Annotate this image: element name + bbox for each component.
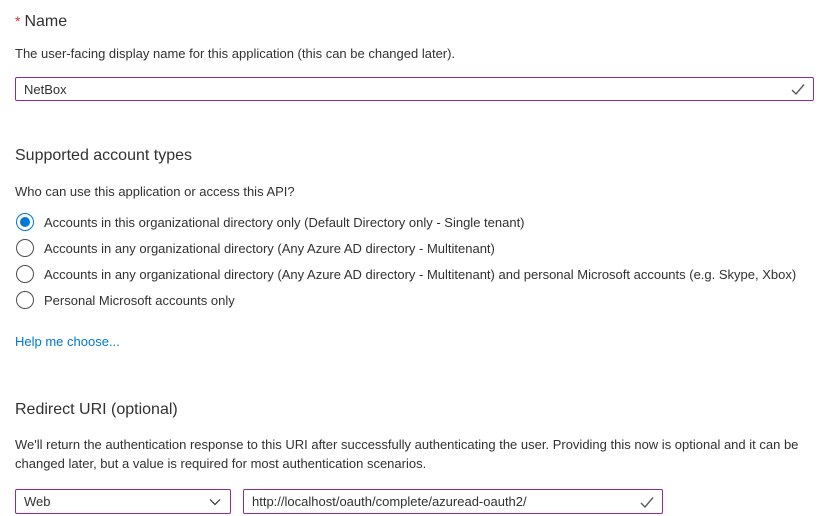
radio-button-icon[interactable] [16,265,34,283]
platform-select-value: Web [24,494,51,509]
redirect-uri-row [15,489,814,514]
account-types-radio-group [15,209,814,313]
account-types-section [15,145,814,351]
platform-select[interactable] [15,489,231,514]
radio-option-multitenant-personal[interactable] [15,261,814,287]
radio-button-icon[interactable] [16,291,34,309]
name-description: The user-facing display name for this application (this can be changed later). [15,46,456,61]
redirect-uri-description: We'll return the authentication response to this URI after successfully authenticating the user. Providing this now is optional and it can be changed later, but a value is required for most authentication scenarios. [15,437,799,471]
name-input[interactable] [15,77,814,101]
account-types-heading: Supported account types [15,147,193,164]
radio-button-icon[interactable] [16,239,34,257]
radio-option-multitenant[interactable] [15,235,814,261]
name-section-heading [15,10,814,33]
redirect-uri-heading: Redirect URI (optional) [15,401,178,418]
name-label: Name [24,13,68,30]
redirect-uri-input-container [243,489,663,514]
radio-option-single-tenant[interactable] [15,209,814,235]
name-input-container [15,77,814,101]
radio-label: Personal Microsoft accounts only [44,292,235,308]
radio-button-icon[interactable] [16,213,34,231]
radio-option-personal-only[interactable] [15,287,814,313]
redirect-uri-section [15,399,814,514]
help-me-choose-link[interactable]: Help me choose... [15,334,120,349]
radio-label: Accounts in any organizational directory (Any Azure AD directory - Multitenant) and personal Microsoft accounts (e.g. Skype, Xbox) [44,266,797,282]
chevron-down-icon [209,496,221,508]
account-types-question: Who can use this application or access this API? [15,184,295,199]
radio-label: Accounts in this organizational directory only (Default Directory only - Single tenant) [44,214,525,230]
redirect-uri-input[interactable] [243,489,663,514]
radio-label: Accounts in any organizational directory (Any Azure AD directory - Multitenant) [44,240,495,256]
required-asterisk: * [15,13,21,29]
